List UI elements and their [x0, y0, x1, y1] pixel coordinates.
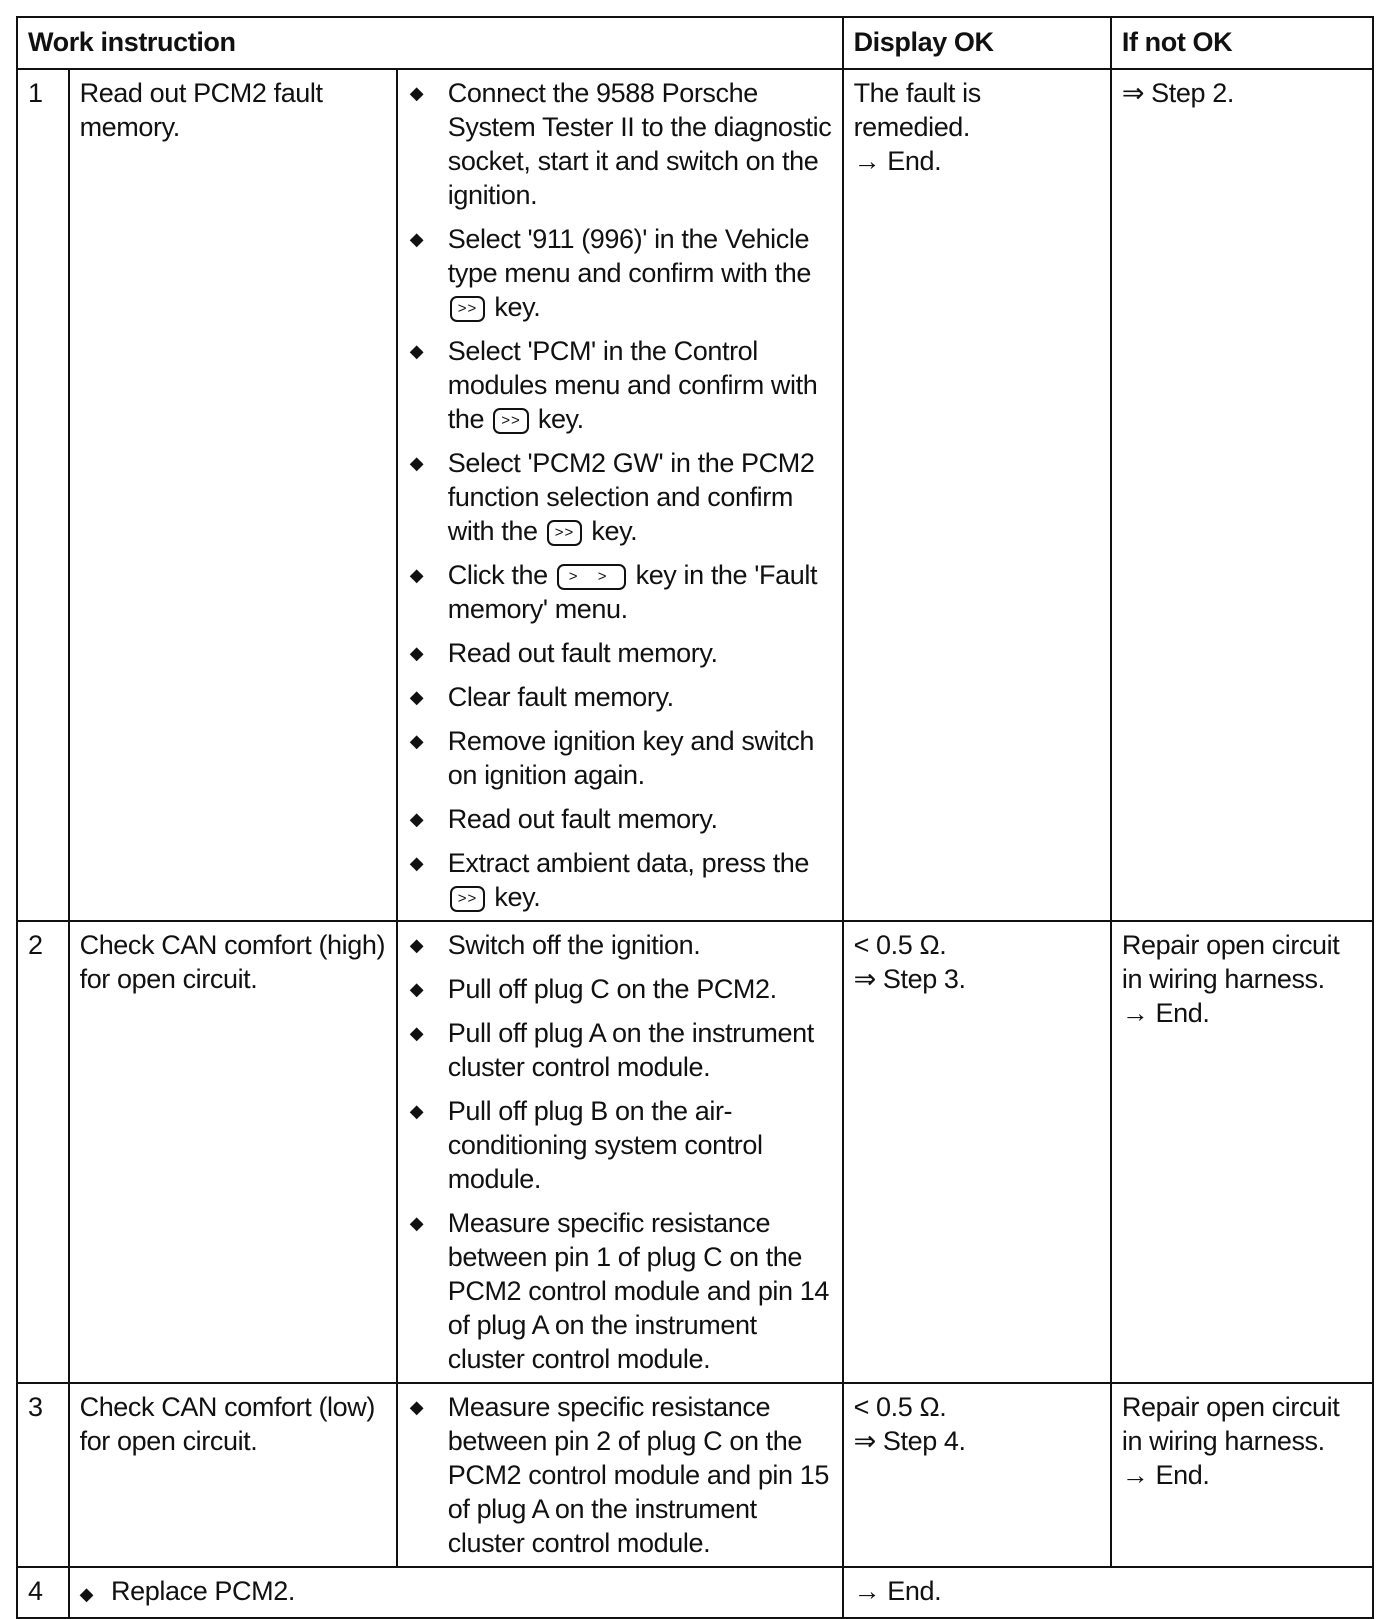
diamond-bullet-icon: ◆ [409, 1213, 424, 1233]
table-row [17, 1567, 1373, 1618]
list-item: ◆ Extract ambient data, press the >> key. [409, 848, 810, 912]
display-ok-cell [843, 921, 1111, 1383]
step-task: Check CAN comfort (high) for open circuit. [69, 921, 397, 1383]
diamond-bullet-icon: ◆ [409, 229, 424, 249]
list-item: ◆ Connect the 9588 Porsche System Tester II to the diagnostic socket, start it and switch on the ignition. [409, 78, 832, 210]
display-ok-next: → End. [853, 146, 942, 176]
list-item: ◆ Select '911 (996)' in the Vehicle type menu and confirm with the >> key. [409, 224, 811, 322]
list-item: ◆ Pull off plug A on the instrument cluster control module. [409, 1018, 814, 1082]
not-ok-next: → End. [1121, 1460, 1210, 1490]
step-number: 1 [17, 69, 69, 921]
display-ok-next: ⇒ Step 4. [853, 1426, 966, 1456]
diamond-bullet-icon: ◆ [409, 979, 424, 999]
forward-key-icon: >> [450, 886, 486, 912]
work-instruction-table [16, 16, 1374, 1619]
step-number: 3 [17, 1383, 69, 1567]
table-row [17, 69, 1373, 921]
diamond-bullet-icon: ◆ [409, 643, 424, 663]
list-item: ◆ Read out fault memory. [409, 804, 718, 834]
action-list [408, 928, 832, 1376]
diamond-bullet-icon: ◆ [409, 341, 424, 361]
list-item: ◆ Measure specific resistance between pin 2 of plug C on the PCM2 control module and pin 15 of plug A on the instrument cluster control module. [409, 1392, 829, 1558]
list-item: ◆ Read out fault memory. [409, 638, 718, 668]
step-task: Check CAN comfort (low) for open circuit. [69, 1383, 397, 1567]
table-row [17, 921, 1373, 1383]
list-item: ◆ Clear fault memory. [409, 682, 674, 712]
diamond-bullet-icon: ◆ [409, 687, 424, 707]
header-display-ok: Display OK [843, 17, 1111, 69]
not-ok-cell [1111, 1383, 1373, 1567]
list-item: ◆ Pull off plug B on the air-conditioning system control module. [409, 1096, 763, 1194]
display-ok-text: < 0.5 Ω. [853, 1392, 947, 1422]
not-ok-text: Repair open circuit in wiring harness. [1121, 1392, 1340, 1456]
list-item: ◆ Pull off plug C on the PCM2. [409, 974, 777, 1004]
list-item: ◆ Remove ignition key and switch on ignition again. [409, 726, 814, 790]
header-if-not-ok: If not OK [1111, 17, 1373, 69]
diamond-bullet-icon: ◆ [409, 731, 424, 751]
diamond-bullet-icon: ◆ [409, 565, 424, 585]
diamond-bullet-icon: ◆ [409, 853, 424, 873]
diamond-bullet-icon: ◆ [79, 1584, 94, 1604]
list-item: ◆ Click the > > key in the 'Fault memory' menu. [409, 560, 818, 624]
step-actions [397, 1383, 843, 1567]
table-header-row [17, 17, 1373, 69]
forward-key-icon: >> [450, 296, 486, 322]
list-item: ◆ Select 'PCM' in the Control modules menu and confirm with the >> key. [409, 336, 818, 434]
display-ok-cell [843, 1383, 1111, 1567]
forward-key-icon: >> [493, 408, 529, 434]
diamond-bullet-icon: ◆ [409, 809, 424, 829]
forward-key-icon: > > [557, 564, 627, 590]
action-list [408, 1390, 832, 1560]
display-ok-next: ⇒ Step 3. [853, 964, 966, 994]
not-ok-cell [1111, 921, 1373, 1383]
diamond-bullet-icon: ◆ [409, 935, 424, 955]
display-ok-text: → End. [853, 1576, 942, 1606]
action-list [408, 76, 832, 914]
not-ok-cell [1111, 69, 1373, 921]
step-actions [69, 1567, 843, 1618]
step-actions [397, 69, 843, 921]
diamond-bullet-icon: ◆ [409, 1101, 424, 1121]
list-item: ◆ Switch off the ignition. [409, 930, 701, 960]
step-actions [397, 921, 843, 1383]
diamond-bullet-icon: ◆ [409, 1023, 424, 1043]
step-action-text: Replace PCM2. [111, 1576, 295, 1606]
display-ok-cell [843, 1567, 1373, 1618]
step-task: Read out PCM2 fault memory. [69, 69, 397, 921]
diamond-bullet-icon: ◆ [409, 453, 424, 473]
not-ok-text: ⇒ Step 2. [1121, 78, 1234, 108]
header-work-instruction: Work instruction [17, 17, 843, 69]
not-ok-text: Repair open circuit in wiring harness. [1121, 930, 1340, 994]
display-ok-text: < 0.5 Ω. [853, 930, 947, 960]
not-ok-next: → End. [1121, 998, 1210, 1028]
diamond-bullet-icon: ◆ [409, 83, 424, 103]
display-ok-text: The fault is remedied. [853, 78, 981, 142]
list-item: ◆ Measure specific resistance between pin 1 of plug C on the PCM2 control module and pin 14 of plug A on the instrument cluster control module. [409, 1208, 829, 1374]
diamond-bullet-icon: ◆ [409, 1397, 424, 1417]
step-number: 2 [17, 921, 69, 1383]
display-ok-cell [843, 69, 1111, 921]
step-number: 4 [17, 1567, 69, 1618]
list-item: ◆ Select 'PCM2 GW' in the PCM2 function selection and confirm with the >> key. [409, 448, 815, 546]
table-row [17, 1383, 1373, 1567]
forward-key-icon: >> [547, 520, 583, 546]
